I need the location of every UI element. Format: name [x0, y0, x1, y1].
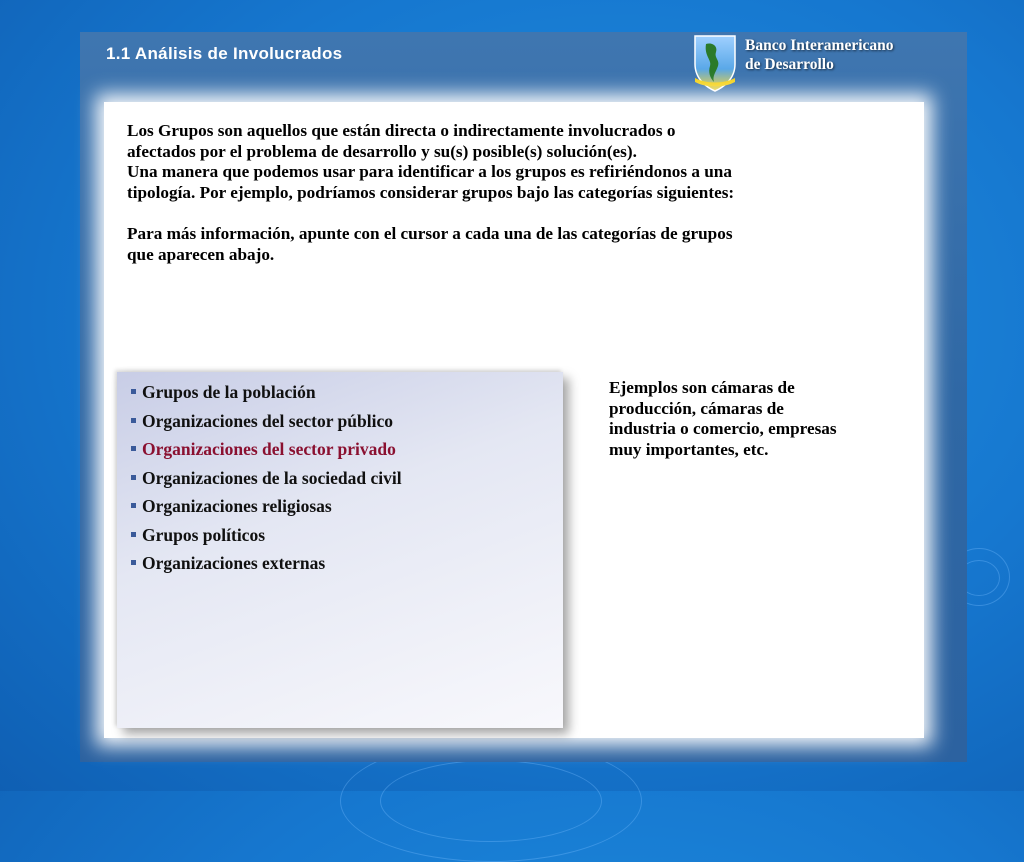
logo-line-1: Banco Interamericano	[745, 37, 894, 54]
category-sociedad-civil[interactable]	[131, 464, 402, 493]
intro-line: Los Grupos son aquellos que están directa o indirectamente involucrados o	[127, 121, 676, 140]
intro-line: tipología. Por ejemplo, podríamos considerar grupos bajo las categorías siguientes:	[127, 182, 735, 202]
category-religiosas[interactable]	[131, 492, 402, 521]
bullet-icon	[131, 560, 136, 565]
bullet-icon	[131, 418, 136, 423]
bullet-icon	[131, 475, 136, 480]
examples-line: muy importantes, etc.	[609, 439, 769, 459]
examples-line: Ejemplos son cámaras de	[609, 378, 795, 397]
bullet-icon	[131, 532, 136, 537]
bid-logo-text	[745, 36, 894, 74]
group-categories-list	[131, 378, 402, 578]
examples-line: industria o comercio, empresas	[609, 419, 837, 438]
category-label: Grupos políticos	[142, 524, 266, 545]
category-externas[interactable]	[131, 549, 402, 578]
slide	[80, 32, 967, 762]
examples-line: producción, cámaras de	[609, 398, 784, 418]
category-examples-text	[609, 378, 909, 460]
category-sector-privado[interactable]	[131, 435, 402, 464]
bullet-icon	[131, 503, 136, 508]
category-label: Grupos de la población	[142, 382, 316, 402]
category-sector-publico[interactable]	[131, 407, 402, 436]
category-label: Organizaciones del sector público	[142, 410, 393, 431]
category-label: Organizaciones de la sociedad civil	[142, 467, 402, 488]
bullet-icon	[131, 446, 136, 451]
category-label: Organizaciones externas	[142, 553, 326, 573]
group-categories-box	[117, 372, 563, 728]
content-panel	[104, 102, 924, 738]
category-grupos-poblacion[interactable]	[131, 378, 402, 407]
bid-shield-logo-icon	[692, 34, 738, 92]
bullet-icon	[131, 389, 136, 394]
slide-title: 1.1 Análisis de Involucrados	[106, 44, 343, 63]
instruction-line: Para más información, apunte con el cursor a cada una de las categorías de grupos	[127, 224, 733, 243]
category-label: Organizaciones del sector privado	[142, 439, 396, 459]
category-grupos-politicos[interactable]	[131, 521, 402, 550]
background-ripple	[380, 760, 602, 842]
instruction-line: que aparecen abajo.	[127, 244, 275, 264]
category-label: Organizaciones religiosas	[142, 496, 332, 516]
logo-line-2: de Desarrollo	[745, 56, 834, 73]
intro-line: afectados por el problema de desarrollo y su(s) posible(s) solución(es).	[127, 141, 637, 161]
intro-line: Una manera que podemos usar para identificar a los grupos es refiriéndonos a una	[127, 162, 732, 181]
intro-text	[127, 121, 912, 265]
